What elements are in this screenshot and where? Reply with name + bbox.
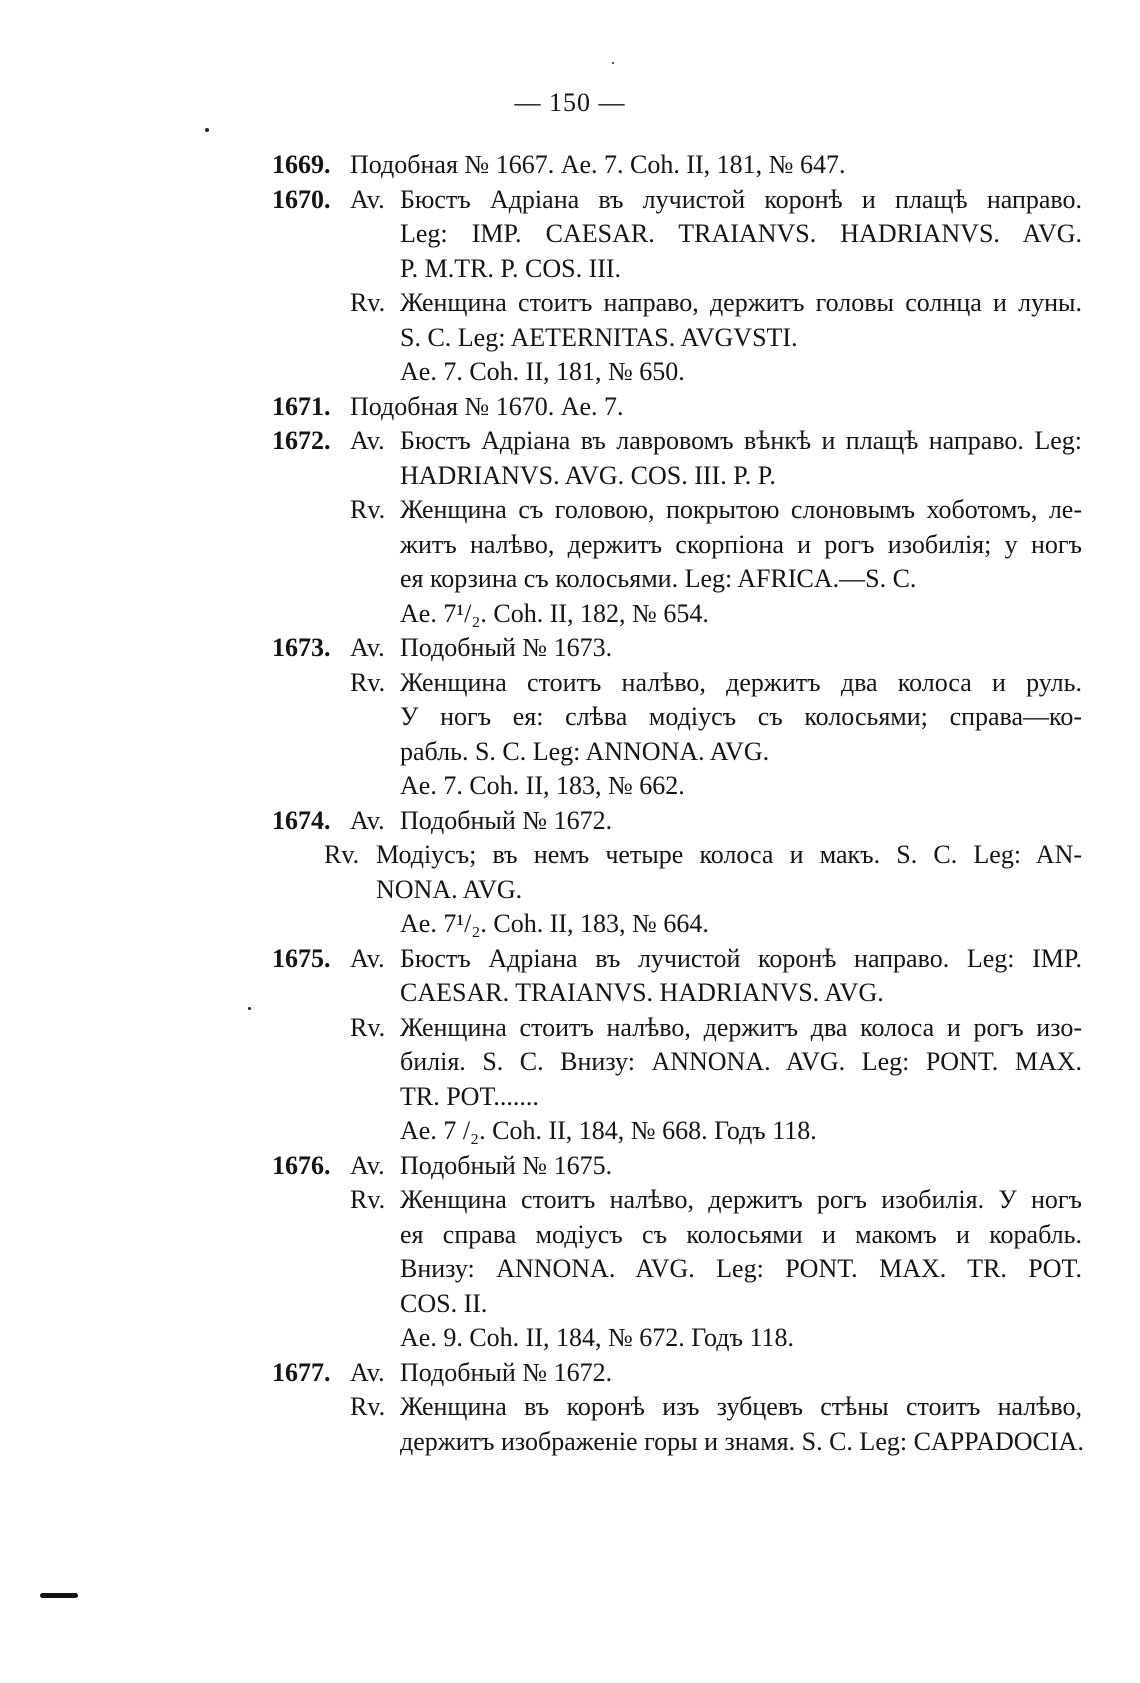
entry-text: Ae. 7. Coh. II, 183, № 662. (400, 771, 685, 800)
text-line (272, 217, 1082, 252)
entry-text: Бюстъ Адріана въ лучистой коронѣ направо. Leg: IMP. (400, 943, 1082, 973)
text-line (272, 1114, 1082, 1149)
entry-text: Подобный № 1673. (400, 633, 613, 662)
entry-text: У ногъ ея: слѣва модіусъ съ колосьями; справа—ко- (400, 702, 1082, 731)
text-line (272, 321, 1082, 356)
entry-text: житъ налѣво, держитъ скорпіона и рогъ изобилія; у ногъ (400, 529, 1082, 559)
entry-text: рабль. S. C. Leg: ANNONA. AVG. (400, 736, 770, 766)
text-line (272, 1080, 1082, 1115)
reverse-line (272, 1011, 1082, 1046)
entry-text: Бюстъ Адріана въ лучистой коронѣ и плащѣ направо. (400, 184, 1082, 214)
entry-text: Ae. 7¹/₂. Coh. II, 182, № 654. (400, 598, 709, 628)
text-line (272, 252, 1082, 287)
reverse-label: Rv. (350, 1185, 386, 1214)
obverse-label: Av. (350, 943, 385, 973)
reverse-line (272, 286, 1082, 321)
text-line (272, 459, 1082, 494)
entry-1670 (272, 183, 1082, 218)
text-line (272, 597, 1082, 632)
entry-number: 1675. (272, 943, 331, 973)
text-line (272, 562, 1082, 597)
entry-number: 1671. (272, 391, 331, 421)
reverse-label: Rv. (350, 667, 386, 697)
entry-text: Leg: IMP. CAESAR. TRAIANVS. HADRIANVS. AVG. (400, 219, 1082, 248)
text-line (272, 769, 1082, 804)
obverse-label: Av. (350, 1357, 385, 1387)
reverse-line (272, 1390, 1082, 1425)
entry-text: Женщина стоитъ налѣво, держитъ рогъ изобилія. У ногъ (400, 1185, 1082, 1214)
speck (205, 128, 209, 132)
entry-text: Женщина стоитъ направо, держитъ головы солнца и луны. (400, 288, 1082, 317)
reverse-line (272, 666, 1082, 701)
entry-text: Модіусъ; въ немъ четыре колоса и макъ. S. C. Leg: AN- (376, 840, 1082, 869)
entry-number: 1669. (272, 150, 331, 179)
reverse-label: Rv. (324, 840, 360, 869)
catalogue-text (272, 148, 1082, 1459)
entry-number: 1676. (272, 1150, 331, 1180)
entry-text: Бюстъ Адріана въ лавровомъ вѣнкѣ и плащѣ направо. Leg: (400, 426, 1082, 455)
reverse-label: Rv. (350, 1392, 386, 1421)
entry-text: S. C. Leg: AETERNITAS. AVGVSTI. (400, 322, 798, 352)
obverse-label: Av. (350, 633, 385, 662)
reverse-line (272, 838, 1082, 873)
entry-text: P. M.TR. P. COS. III. (400, 253, 622, 283)
reverse-label: Rv. (350, 288, 386, 317)
text-line (272, 1287, 1082, 1322)
entry-text: Ae. 7¹/₂. Coh. II, 183, № 664. (400, 909, 709, 938)
entry-number: 1673. (272, 633, 331, 662)
text-line (272, 873, 1082, 908)
entry-text: Подобная № 1670. Ae. 7. (350, 391, 624, 421)
entry-text: Подобная № 1667. Ae. 7. Coh. II, 181, № 647. (350, 150, 846, 179)
entry-1669 (272, 148, 1082, 183)
reverse-label: Rv. (350, 495, 386, 524)
text-line (272, 1045, 1082, 1080)
entry-1676 (272, 1149, 1082, 1184)
entry-1672 (272, 424, 1082, 459)
reverse-line (272, 1183, 1082, 1218)
entry-1671 (272, 390, 1082, 425)
text-line (272, 976, 1082, 1011)
entry-text: Женщина съ головою, покрытою слоновымъ хоботомъ, ле- (400, 495, 1082, 524)
entry-text: Ae. 7. Coh. II, 181, № 650. (400, 357, 685, 386)
entry-text: Женщина въ коронѣ изъ зубцевъ стѣны стоитъ налѣво, (400, 1392, 1082, 1421)
reverse-line (272, 493, 1082, 528)
margin-mark (40, 1593, 78, 1598)
entry-text: держитъ изображеніе горы и знамя. S. C. Leg: CAPPADOCIA. (400, 1426, 1084, 1456)
entry-text: ея корзина съ колосьями. Leg: AFRICA.—S. C. (400, 564, 917, 593)
obverse-label: Av. (350, 805, 385, 835)
obverse-label: Av. (350, 426, 385, 455)
entry-text: Подобный № 1675. (400, 1150, 613, 1180)
text-line (272, 528, 1082, 563)
text-line (272, 1218, 1082, 1253)
speck (612, 62, 614, 64)
text-line (272, 1252, 1082, 1287)
entry-number: 1670. (272, 184, 331, 214)
page-number: — 150 — (514, 88, 626, 117)
entry-text: Женщина стоитъ налѣво, держитъ два колоса и рогъ изо- (400, 1012, 1082, 1042)
entry-text: NONA. AVG. (376, 874, 523, 904)
entry-text: Женщина стоитъ налѣво, держитъ два колоса и руль. (400, 667, 1082, 697)
entry-text: Подобный № 1672. (400, 1357, 613, 1387)
entry-text: Внизу: ANNONA. AVG. Leg: PONT. MAX. TR. POT. (400, 1254, 1082, 1283)
text-line (272, 1321, 1082, 1356)
text-line (272, 735, 1082, 770)
entry-text: TR. POT....... (400, 1081, 539, 1111)
entry-text: CAESAR. TRAIANVS. HADRIANVS. AVG. (400, 978, 884, 1007)
speck (248, 1007, 251, 1010)
text-line (272, 355, 1082, 390)
entry-1673 (272, 631, 1082, 666)
entry-text: HADRIANVS. AVG. COS. III. P. P. (400, 460, 776, 490)
entry-number: 1674. (272, 805, 331, 835)
obverse-label: Av. (350, 184, 385, 214)
text-line (272, 1425, 1082, 1460)
entry-text: COS. II. (400, 1288, 488, 1318)
entry-text: Ae. 7 /₂. Coh. II, 184, № 668. Годъ 118. (400, 1116, 817, 1145)
entry-1675 (272, 942, 1082, 977)
entry-number: 1672. (272, 426, 331, 455)
reverse-label: Rv. (350, 1012, 386, 1042)
entry-text: Ae. 9. Coh. II, 184, № 672. Годъ 118. (400, 1323, 794, 1352)
obverse-label: Av. (350, 1150, 385, 1180)
entry-number: 1677. (272, 1357, 331, 1387)
entry-text: Подобный № 1672. (400, 805, 613, 835)
entry-text: ея справа модіусъ съ колосьями и макомъ и корабль. (400, 1219, 1082, 1249)
text-line (272, 907, 1082, 942)
entry-1674 (272, 804, 1082, 839)
entry-1677 (272, 1356, 1082, 1391)
text-line (272, 700, 1082, 735)
entry-text: билія. S. C. Внизу: ANNONA. AVG. Leg: PONT. MAX. (400, 1047, 1082, 1076)
